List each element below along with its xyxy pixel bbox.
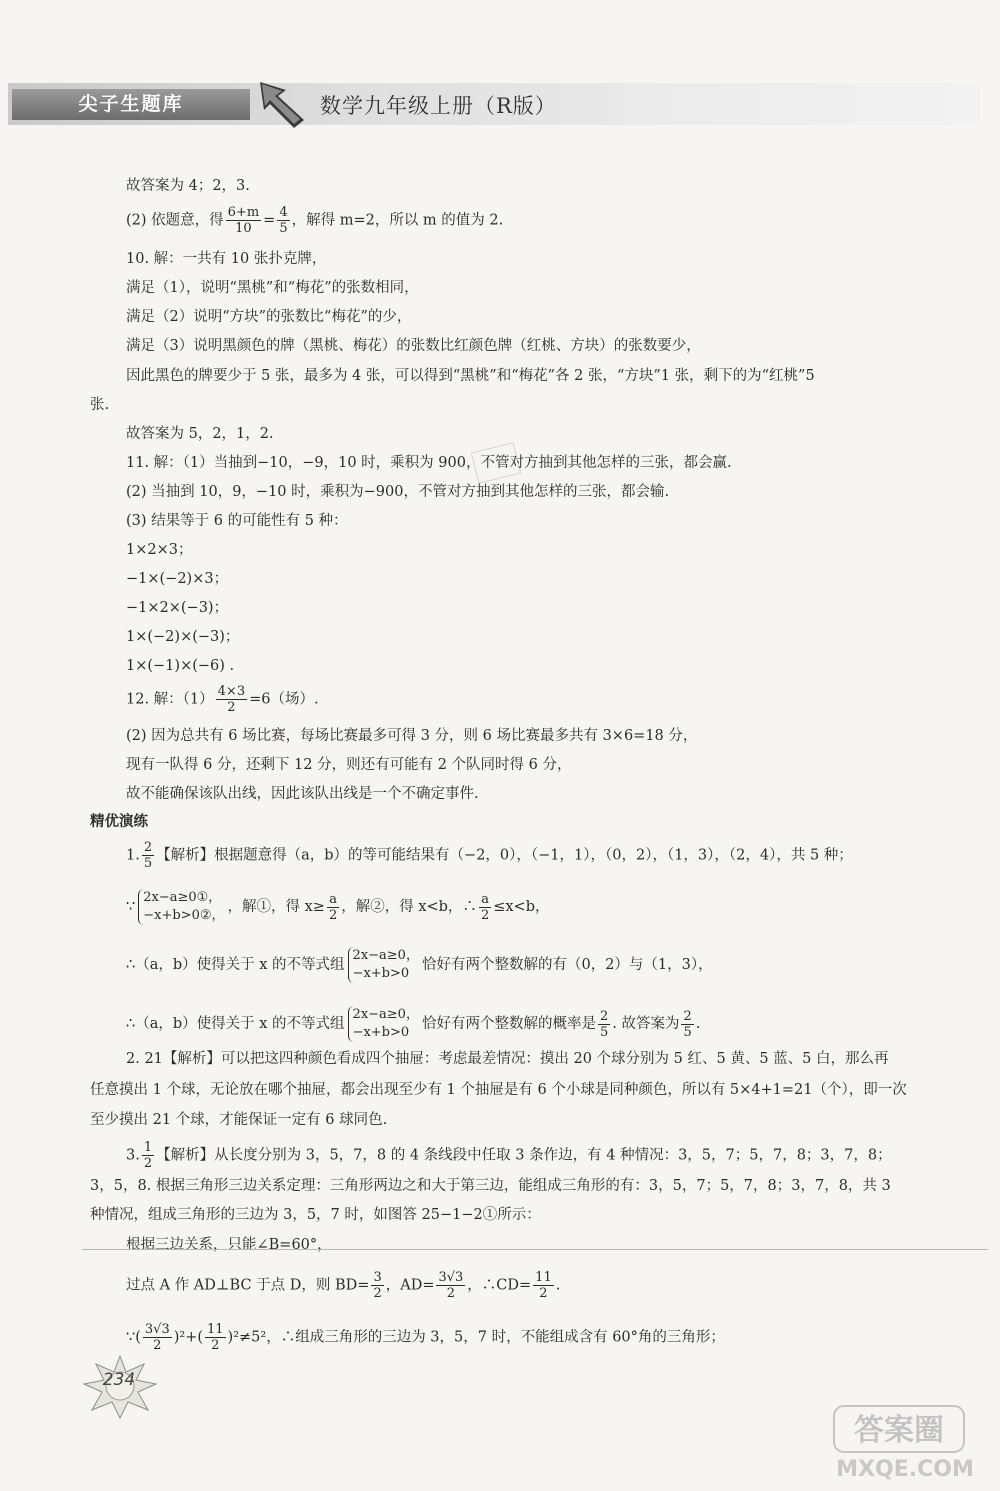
text-line: 2. 21【解析】可以把这四种颜色看成四个抽屉：考虑最差情况：摸出 20 个球分别为 5 红、5 黄、5 蓝、5 白，那么再: [126, 1051, 889, 1067]
site-logo: [820, 1402, 990, 1484]
section-heading: 精优演练: [90, 814, 148, 830]
fraction: $\frac{a}{2}$: [480, 891, 490, 923]
fraction: $\frac{3}{2}$: [373, 1270, 382, 1301]
fraction: $\frac{2}{5}$: [683, 1008, 692, 1040]
fraction: $\frac{4\times 3}{2}$: [217, 684, 246, 715]
fraction: $\frac{3√3}{2}$: [144, 1322, 170, 1353]
text-line: ∴（a，b）使得关于 x 的不等式组 2x−a≥0， −x+b>0 恰好有两个整数解的概率是 $\frac{2}{5}$ . 故答案为 $\frac{2}{5}$ .: [126, 1007, 701, 1040]
text-line: 至少摸出 21 个球，才能保证一定有 6 球同色.: [90, 1112, 388, 1128]
text-line: (2) 依题意，得 $\frac{6+m}{10}$ = $\frac{4}{5}$ ，解得 m=2，所以 m 的值为 2.: [126, 205, 504, 236]
page-number: 234: [102, 1370, 136, 1390]
text-line: (3) 结果等于 6 的可能性有 5 种：: [126, 513, 348, 529]
text-line: 故答案为 5，2，1，2.: [126, 426, 274, 442]
text-line: 12. 解：（1） $\frac{4\times 3}{2}$ =6（场）.: [126, 684, 319, 715]
text-line: 故答案为 4；2，3.: [126, 178, 250, 194]
inequality-system: 2x−a≥0①， −x+b>0②，: [138, 889, 224, 925]
text-line: ∴（a，b）使得关于 x 的不等式组 2x−a≥0， −x+b>0 恰好有两个整数解的有（0，2）与（1，3），: [126, 948, 713, 981]
text-line: ∵ 2x−a≥0①， −x+b>0②， ，解①，得 x≥ $\frac{a}{2}$ ，解②，得 x<b，∴ $\frac{a}{2}$ ≤x<b，: [126, 890, 550, 923]
text-line: 过点 A 作 AD⊥BC 于点 D，则 BD= $\frac{3}{2}$ ，AD= $\frac{3√3}{2}$ ，∴CD= $\frac{11}{2}$ .: [126, 1270, 561, 1301]
text-line: 1×2×3；: [126, 542, 193, 558]
fraction: $\frac{6+m}{10}$: [227, 205, 260, 236]
text-line: −1×(−2)×3；: [126, 571, 229, 587]
text-line: 满足（1），说明“黑桃”和“梅花”的张数相同，: [126, 280, 419, 296]
text-line: −1×2×(−3)；: [126, 600, 229, 616]
text-line: 1×(−1)×(−6) .: [126, 658, 235, 674]
text-line: 3. $\frac{1}{2}$ 【解析】从长度分别为 3，5，7，8 的 4 条线段中任取 3 条作边，有 4 种情况：3，5，7；5，7，8；3，7，8；: [126, 1140, 892, 1171]
inequality-system: 2x−a≥0， −x+b>0: [348, 1006, 419, 1042]
svg-text:MXQE.COM: MXQE.COM: [836, 1457, 974, 1482]
text-line: 满足（3）说明黑颜色的牌（黑桃、梅花）的张数比红颜色牌（红桃、方块）的张数要少，: [126, 338, 701, 354]
text-line: 1×(−2)×(−3)；: [126, 629, 240, 645]
text-line: 10. 解：一共有 10 张扑克牌，: [126, 251, 327, 267]
text-line: (2) 因为总共有 6 场比赛，每场比赛最多可得 3 分，则 6 场比赛最多共有 3×6=18 分，: [126, 728, 698, 744]
text-line: 满足（2）说明“方块”的张数比“梅花”的少，: [126, 309, 412, 325]
fraction: $\frac{4}{5}$: [279, 205, 288, 236]
text-line: 种情况，组成三角形的三边为 3，5，7 时，如图答 25−1−2①所示：: [90, 1207, 541, 1223]
divider: [82, 1249, 988, 1250]
book-title: 数学九年级上册（R版）: [320, 94, 557, 118]
text-line: 3，5，8. 根据三角形三边关系定理：三角形两边之和大于第三边，能组成三角形的有：3，5，7；5，7，8；3，7，8，共 3: [90, 1178, 891, 1194]
fraction: $\frac{2}{5}$: [599, 1008, 609, 1040]
text-line: 故不能确保该队出线，因此该队出线是一个不确定事件.: [126, 786, 479, 802]
text-line: ∵( $\frac{3√3}{2}$ )²+( $\frac{11}{2}$ )²≠5²，∴组成三角形的三边为 3，5，7 时，不能组成含有 60°角的三角形；: [126, 1322, 725, 1353]
text-line: 现有一队得 6 分，还剩下 12 分，则还有可能有 2 个队同时得 6 分，: [126, 757, 572, 773]
inequality-system: 2x−a≥0， −x+b>0: [348, 947, 419, 983]
fraction: $\frac{2}{5}$: [143, 840, 153, 871]
arrow-icon: [256, 80, 308, 130]
fraction: $\frac{a}{2}$: [328, 891, 338, 923]
text-line: 张.: [90, 397, 110, 413]
text-line: 根据三边关系，只能∠B=60°，: [126, 1237, 332, 1253]
fraction: $\frac{11}{2}$: [207, 1322, 224, 1353]
text-line: 1. $\frac{2}{5}$ 【解析】根据题意得（a，b）的等可能结果有（−2，0），（−1，1），（0，2），（1，3），（2，4），共 5 种；: [126, 840, 853, 871]
fraction: $\frac{1}{2}$: [143, 1140, 153, 1171]
series-label: 尖子生题库: [12, 89, 250, 120]
text-line: 任意摸出 1 个球，无论放在哪个抽屉，都会出现至少有 1 个抽屉是有 6 个小球是同种颜色，所以有 5×4+1=21（个），即一次: [90, 1082, 907, 1098]
fraction: $\frac{11}{2}$: [535, 1270, 552, 1301]
text-line: (2) 当抽到 10，9，−10 时，乘积为−900，不管对方抽到其他怎样的三张，都会输.: [126, 484, 670, 500]
text-line: 11. 解：（1）当抽到−10，−9，10 时，乘积为 900，不管对方抽到其他怎样的三张，都会赢.: [126, 455, 732, 471]
svg-text:答案圈: 答案圈: [854, 1413, 944, 1448]
text-line: 因此黑色的牌要少于 5 张，最多为 4 张，可以得到“黑桃”和“梅花”各 2 张，“方块”1 张，剩下的为“红桃”5: [126, 368, 815, 384]
fraction: $\frac{3√3}{2}$: [438, 1270, 464, 1301]
